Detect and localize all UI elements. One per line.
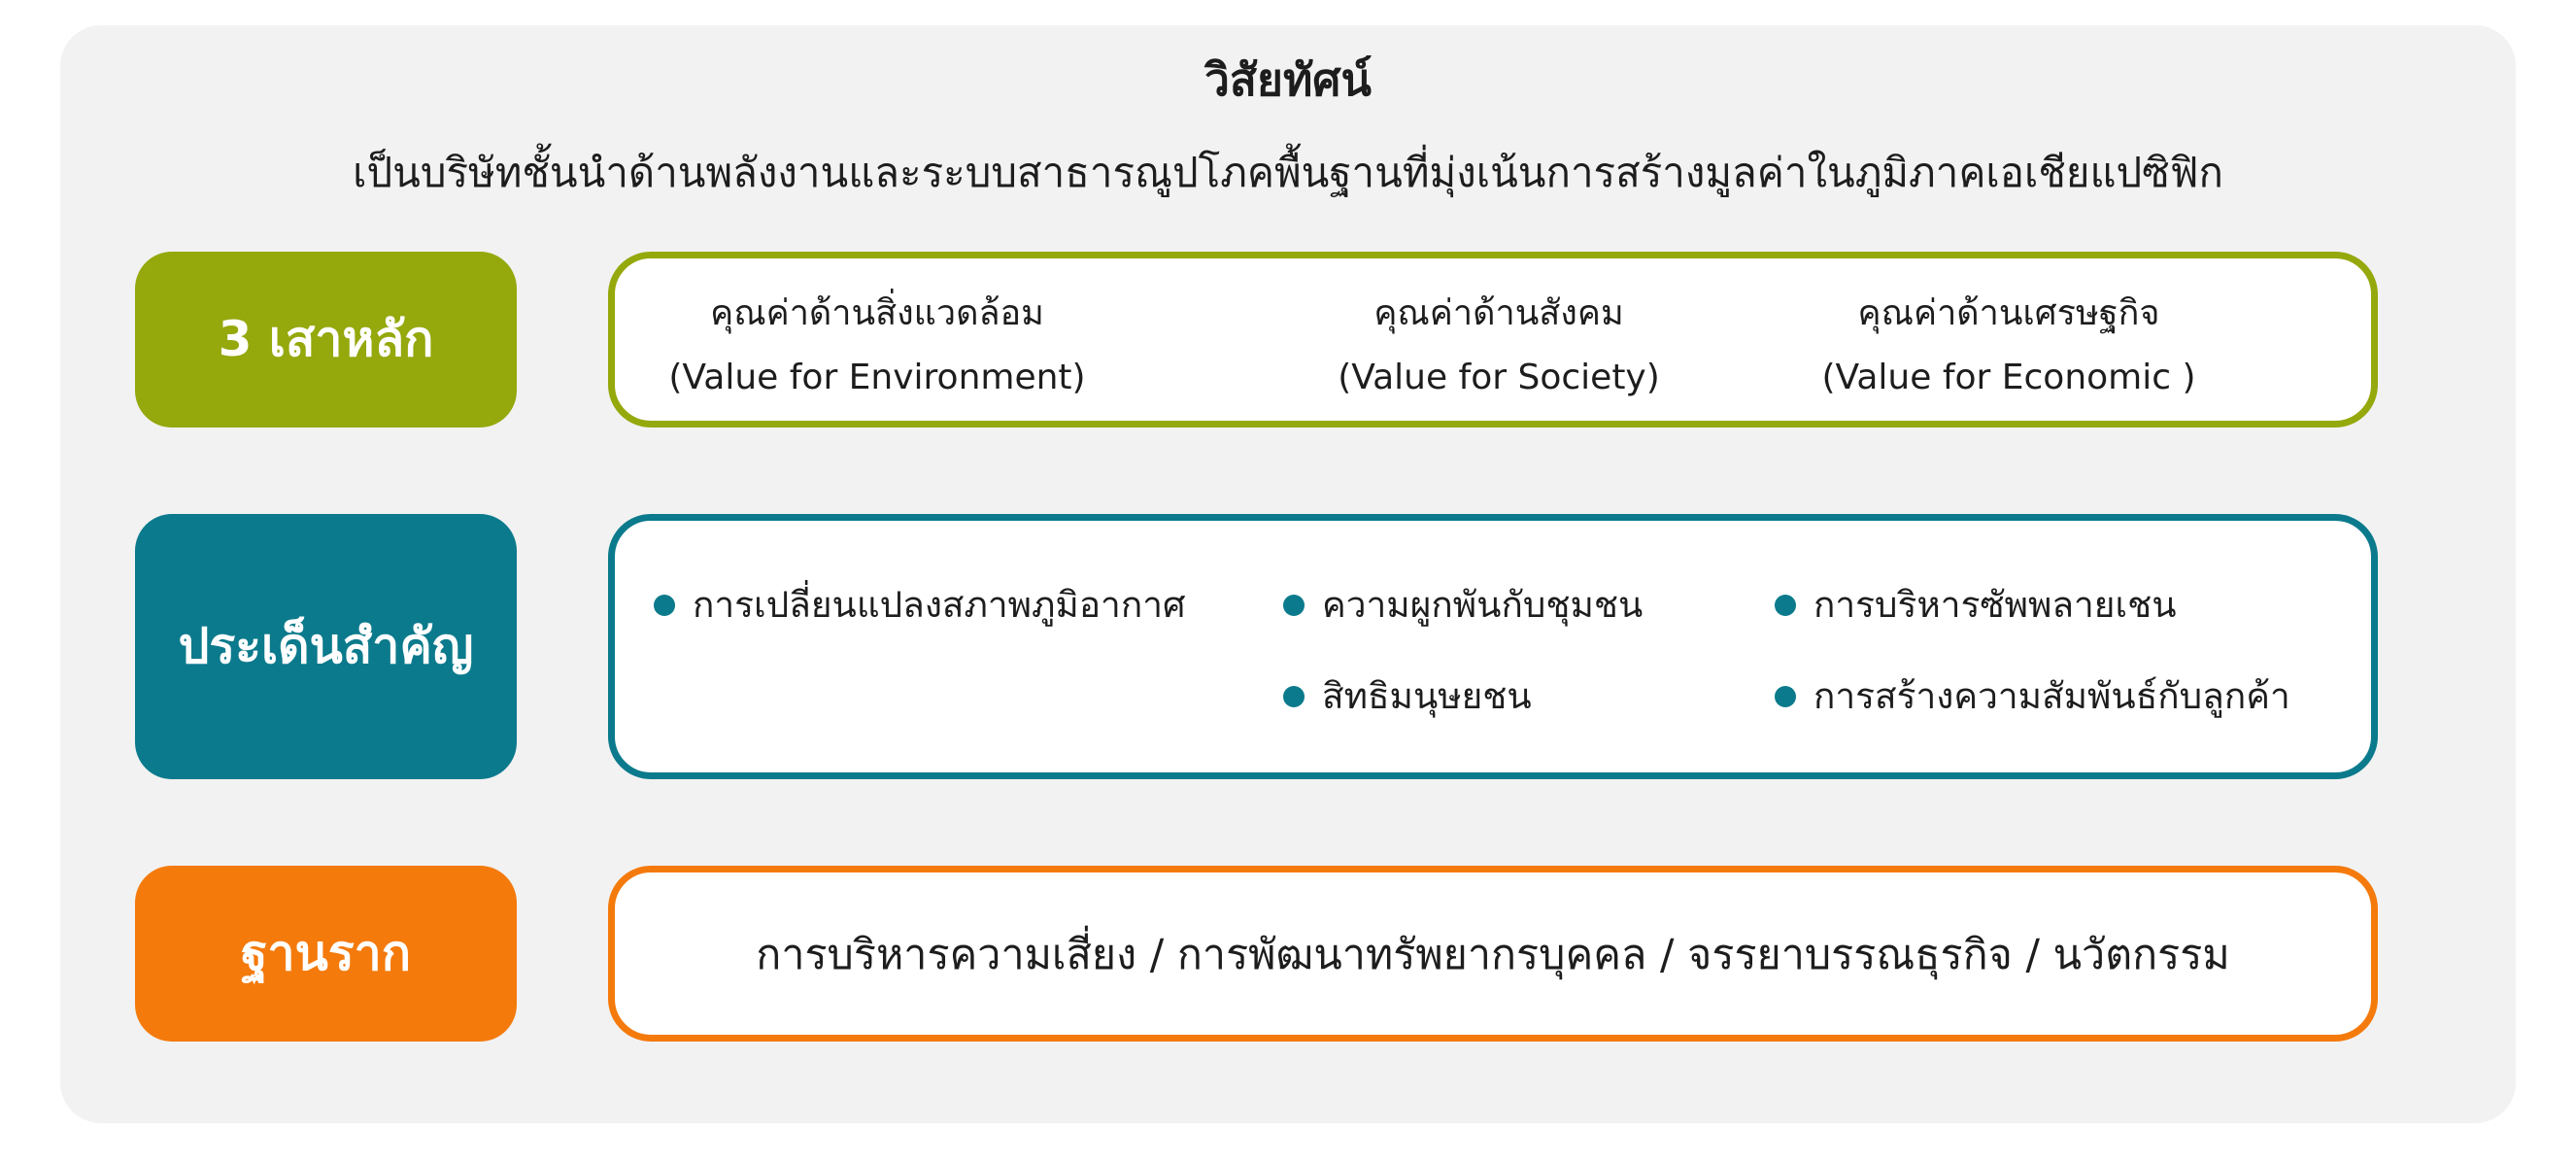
pillar-society-thai: คุณค่าด้านสังคม [1373,293,1624,333]
pillar-economic-english: (Value for Economic ) [1821,358,2196,397]
issue-item-human-rights [1283,672,1532,721]
vision-title: วิสัยทัศน์ [1204,53,1372,106]
pillar-society [1237,282,1761,410]
foundation-box [608,866,2378,1042]
issues-label: ประเด็นสำคัญ [178,618,474,674]
issue-label: การเปลี่ยนแปลงสภาพภูมิอากาศ [693,584,1186,626]
pillar-economic-thai: คุณค่าด้านเศรษฐกิจ [1857,293,2160,333]
bullet-icon [1775,595,1796,616]
issue-item-community [1283,581,1643,630]
foundation-label-box [135,866,517,1042]
pillars-box [608,252,2378,428]
pillar-environment-english: (Value for Environment) [668,358,1086,397]
issue-item-climate [654,581,1186,630]
issue-item-customer [1775,672,2290,721]
bullet-icon [1283,686,1305,707]
pillars-label: 3 เสาหลัก [218,311,434,367]
issue-label: ความผูกพันกับชุมชน [1322,584,1644,626]
issue-label: การสร้างความสัมพันธ์กับลูกค้า [1813,675,2290,717]
pillar-society-english: (Value for Society) [1338,358,1660,397]
pillar-environment [615,282,1139,410]
bullet-icon [654,595,675,616]
issues-box [608,514,2378,779]
pillar-environment-thai: คุณค่าด้านสิ่งแวดล้อม [710,293,1044,333]
issue-item-supply-chain [1775,581,2177,630]
pillar-economic [1746,282,2271,410]
bullet-icon [1775,686,1796,707]
issue-label: สิทธิมนุษยชน [1322,675,1532,717]
bullet-icon [1283,595,1305,616]
vision-statement: เป็นบริษัทชั้นนำด้านพลังงานและระบบสาธารณูปโภคพื้นฐานที่มุ่งเน้นการสร้างมูลค่าในภูมิภาคเอเชียแปซิฟิก [353,149,2223,196]
issue-label: การบริหารซัพพลายเชน [1813,584,2177,626]
foundation-text: การบริหารความเสี่ยง / การพัฒนาทรัพยากรบุคคล / จรรยาบรรณธุรกิจ / นวัตกรรม [756,930,2230,979]
foundation-label: ฐานราก [240,925,412,981]
issues-label-box [135,514,517,779]
pillars-label-box [135,252,517,428]
